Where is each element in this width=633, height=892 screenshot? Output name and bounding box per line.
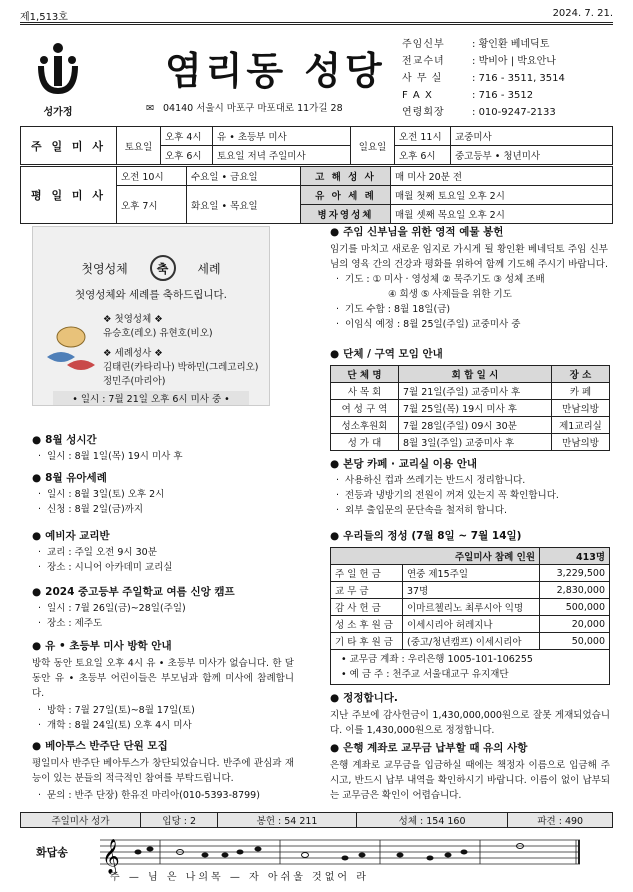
offering-section: ● 우리들의 정성 (7월 8일 ~ 7월 14일) 주일미사 참례 인원 413명 주 일 헌 금 연중 제15주일 3,229,500 교 무 금 37명 2,830,000 감 사 헌 금 이마르첼리노 최루시아 익명 500,000 성 소 후 원 금 이세시리아 허레지나 20,000 기 타 후 원 금 (중고/청년캠프) 이세시리아 50,000 • 교무금 계좌 : 우리은행 1005-101-106255 • 예 금 주 : 천주교 서울대교구 유지재단 <box>330 528 610 685</box>
contact-list <box>402 36 565 121</box>
logo-caption: 성가정 <box>43 107 73 118</box>
congrats-subtitle: 첫영성체와 세례를 축하드립니다. <box>74 289 227 301</box>
treble-clef-icon: 𝄞 <box>102 839 120 874</box>
group-meetings: ● 단체 / 구역 모임 안내 단 체 명 회 합 일 시 장 소 사 목 회 7월 21일(주일) 교중미사 후 카 페 여 성 구 역 7월 25일(목) 19시 미사 후 만남의방 성소후원회 7월 28일(주일) 09시 30분 제1교리실 성 가 대 8월 3일(주일) 교중미사 후 만남의방 <box>330 346 610 451</box>
table-row: 성 가 대 8월 3일(주일) 교중미사 후 만남의방 <box>331 434 610 451</box>
contact-row: 사 무 실 : 716 - 3511, 3514 <box>402 73 565 84</box>
hymn-label: 화답송 <box>36 846 68 859</box>
weekday-schedule-table: 평 일 미 사 오전 10시 수요일 • 금요일 고 해 성 사 매 미사 20분 전 오후 7시 화요일 • 목요일 유 아 세 례 매월 첫째 토요일 오후 2시 병자영성체 매월 셋째 목요일 오후 2시 <box>20 166 613 224</box>
celebration-badge-icon: 축 <box>150 255 176 281</box>
bank-notice: ● 은행 계좌로 교무금 납부할 때 유의 사항 은행 계좌로 교무금을 입금하실 때에는 책정자 이름으로 입금해 주시고, 반드시 납부 내역을 확인하시기 바랍니다. 이름이 없이 납부되는 교무금은 확인이 어렵습니다. <box>330 740 610 803</box>
account-info: • 교무금 계좌 : 우리은행 1005-101-106255 • 예 금 주 : 천주교 서울대교구 유지재단 <box>330 650 610 685</box>
congratulations-box: 첫영성체 축 세례 첫영성체와 세례를 축하드립니다. ❖ 첫영성체 ❖ 유승호(레오) 유현호(비오) ❖ 세례성사 ❖ 김태린(카타리나) 박하민(그레고리오) 정민주(마리아) • 일시 : 7월 21일 오후 6시 미사 중 • <box>32 226 270 406</box>
hymn-lyrics: 주 — 님 은 나의목 — 자 아쉬울 것없어 라 <box>110 872 369 883</box>
header-rule <box>20 22 613 25</box>
hymn-table: 주일미사 성가 입당 : 2 봉헌 : 54 211 성체 : 154 160 파견 : 490 <box>20 812 613 828</box>
cafe-usage: ● 본당 카페 · 교리실 이용 안내 · 사용하신 컵과 쓰레기는 반드시 정리합니다. · 전등과 냉방기의 전원이 꺼져 있는지 꼭 확인합니다. · 외부 출입문의 문단속을 철저히 합니다. <box>330 456 610 518</box>
bread-fish-icon <box>41 319 101 379</box>
choir-recruitment: ● 베아투스 반주단 단원 모집 평일미사 반주단 베아투스가 창단되었습니다. 반주에 관심과 재능이 있는 분들의 적극적인 참여를 부탁드립니다. · 문의 : 반주 단장) 한유진 마리아(010-5393-8799) <box>32 738 294 803</box>
table-row: 사 목 회 7월 21일(주일) 교중미사 후 카 페 <box>331 383 610 400</box>
issue-date: 2024. 7. 21. <box>552 8 613 19</box>
mass-schedule-table: 주 일 미 사 토요일 오후 4시 유 • 초등부 미사 일요일 오전 11시 교중미사 오후 6시 토요일 저녁 주일미사 오후 6시 중고등부 • 청년미사 <box>20 126 613 165</box>
table-row: 성 소 후 원 금 이세시리아 허레지나 20,000 <box>331 616 610 633</box>
contact-row: 주임신부 : 황인환 베네딕토 <box>402 39 550 50</box>
issue-number: 제1,513호 <box>20 12 68 23</box>
church-address: ✉ 04140 서울시 마포구 마포대로 11가길 28 <box>146 103 343 114</box>
august-holy-hour: ● 8월 성시간 · 일시 : 8월 1일(목) 19시 미사 후 <box>32 432 272 464</box>
table-row: 여 성 구 역 7월 25일(목) 19시 미사 후 만남의방 <box>331 400 610 417</box>
church-name: 염리동 성당 <box>165 48 386 93</box>
august-infant-baptism: ● 8월 유아세례 · 일시 : 8월 3일(토) 오후 2시 · 신청 : 8월 2일(금)까지 <box>32 470 272 517</box>
catechumen-class: ● 예비자 교리반 · 교리 : 주일 오전 9시 30분 · 장소 : 시니어 아카데미 교리실 <box>32 528 272 575</box>
summer-camp: ● 2024 중고등부 주일학교 여름 신앙 캠프 · 일시 : 7월 26일(금)~28일(주일) · 장소 : 제주도 <box>32 584 292 631</box>
church-logo <box>28 38 88 116</box>
contact-row: F A X : 716 - 3512 <box>402 90 534 101</box>
contact-row: 연령회장 : 010-9247-2133 <box>402 107 556 118</box>
mail-icon: ✉ <box>146 103 154 114</box>
table-row: 주 일 헌 금 연중 제15주일 3,229,500 <box>331 565 610 582</box>
pastor-spiritual-offering: ● 주임 신부님을 위한 영적 예물 봉헌 임기를 마치고 새로운 임지로 가시게 될 황인환 베네딕토 주임 신부님의 영육 간의 건강과 평화를 위하여 함께 기도해 주시기 바랍니다. · 기도 : ① 미사 · 영성체 ② 묵주기도 ③ 성체 조배 ④ 희생 ⑤ 사제들을 위한 기도 · 기도 수합 : 8월 18일(금) · 이임식 예정 : 8월 25일(주일) 교중미사 중 <box>330 224 608 332</box>
table-row: 성소후원회 7월 28일(주일) 09시 30분 제1교리실 <box>331 417 610 434</box>
table-row: 기 타 후 원 금 (중고/청년캠프) 이세시리아 50,000 <box>331 633 610 650</box>
kids-mass-vacation: ● 유 • 초등부 미사 방학 안내 방학 동안 토요일 오후 4시 유 • 초등부 미사가 없습니다. 한 달 동안 유 • 초등부 어린이들은 부모님과 함께 미사에 참례합니다. · 방학 : 7월 27일(토)~8월 17일(토) · 개학 : 8월 24일(토) 오후 4시 미사 <box>32 638 294 733</box>
contact-row: 전교수녀 : 박비아 | 박요안나 <box>402 56 556 67</box>
congrats-heading: 첫영성체 축 세례 <box>33 255 269 281</box>
holy-family-icon <box>28 38 88 98</box>
offering-table: 주일미사 참례 인원 413명 주 일 헌 금 연중 제15주일 3,229,500 교 무 금 37명 2,830,000 감 사 헌 금 이마르첼리노 최루시아 익명 500,000 성 소 후 원 금 이세시리아 허레지나 20,000 기 타 후 원 금 (중고/청년캠프) 이세시리아 50,000 <box>330 547 610 650</box>
correction-notice: ● 정정합니다. 지난 주보에 감사헌금이 1,430,000,000원으로 잘못 게재되었습니다. 이를 1,430,000원으로 정정합니다. <box>330 690 610 738</box>
group-meeting-table: 단 체 명 회 합 일 시 장 소 사 목 회 7월 21일(주일) 교중미사 후 카 페 여 성 구 역 7월 25일(목) 19시 미사 후 만남의방 성소후원회 7월 28일(주일) 09시 30분 제1교리실 성 가 대 8월 3일(주일) 교중미사 후 만남의방 <box>330 365 610 451</box>
table-row: 교 무 금 37명 2,830,000 <box>331 582 610 599</box>
table-row: 감 사 헌 금 이마르첼리노 최루시아 익명 500,000 <box>331 599 610 616</box>
